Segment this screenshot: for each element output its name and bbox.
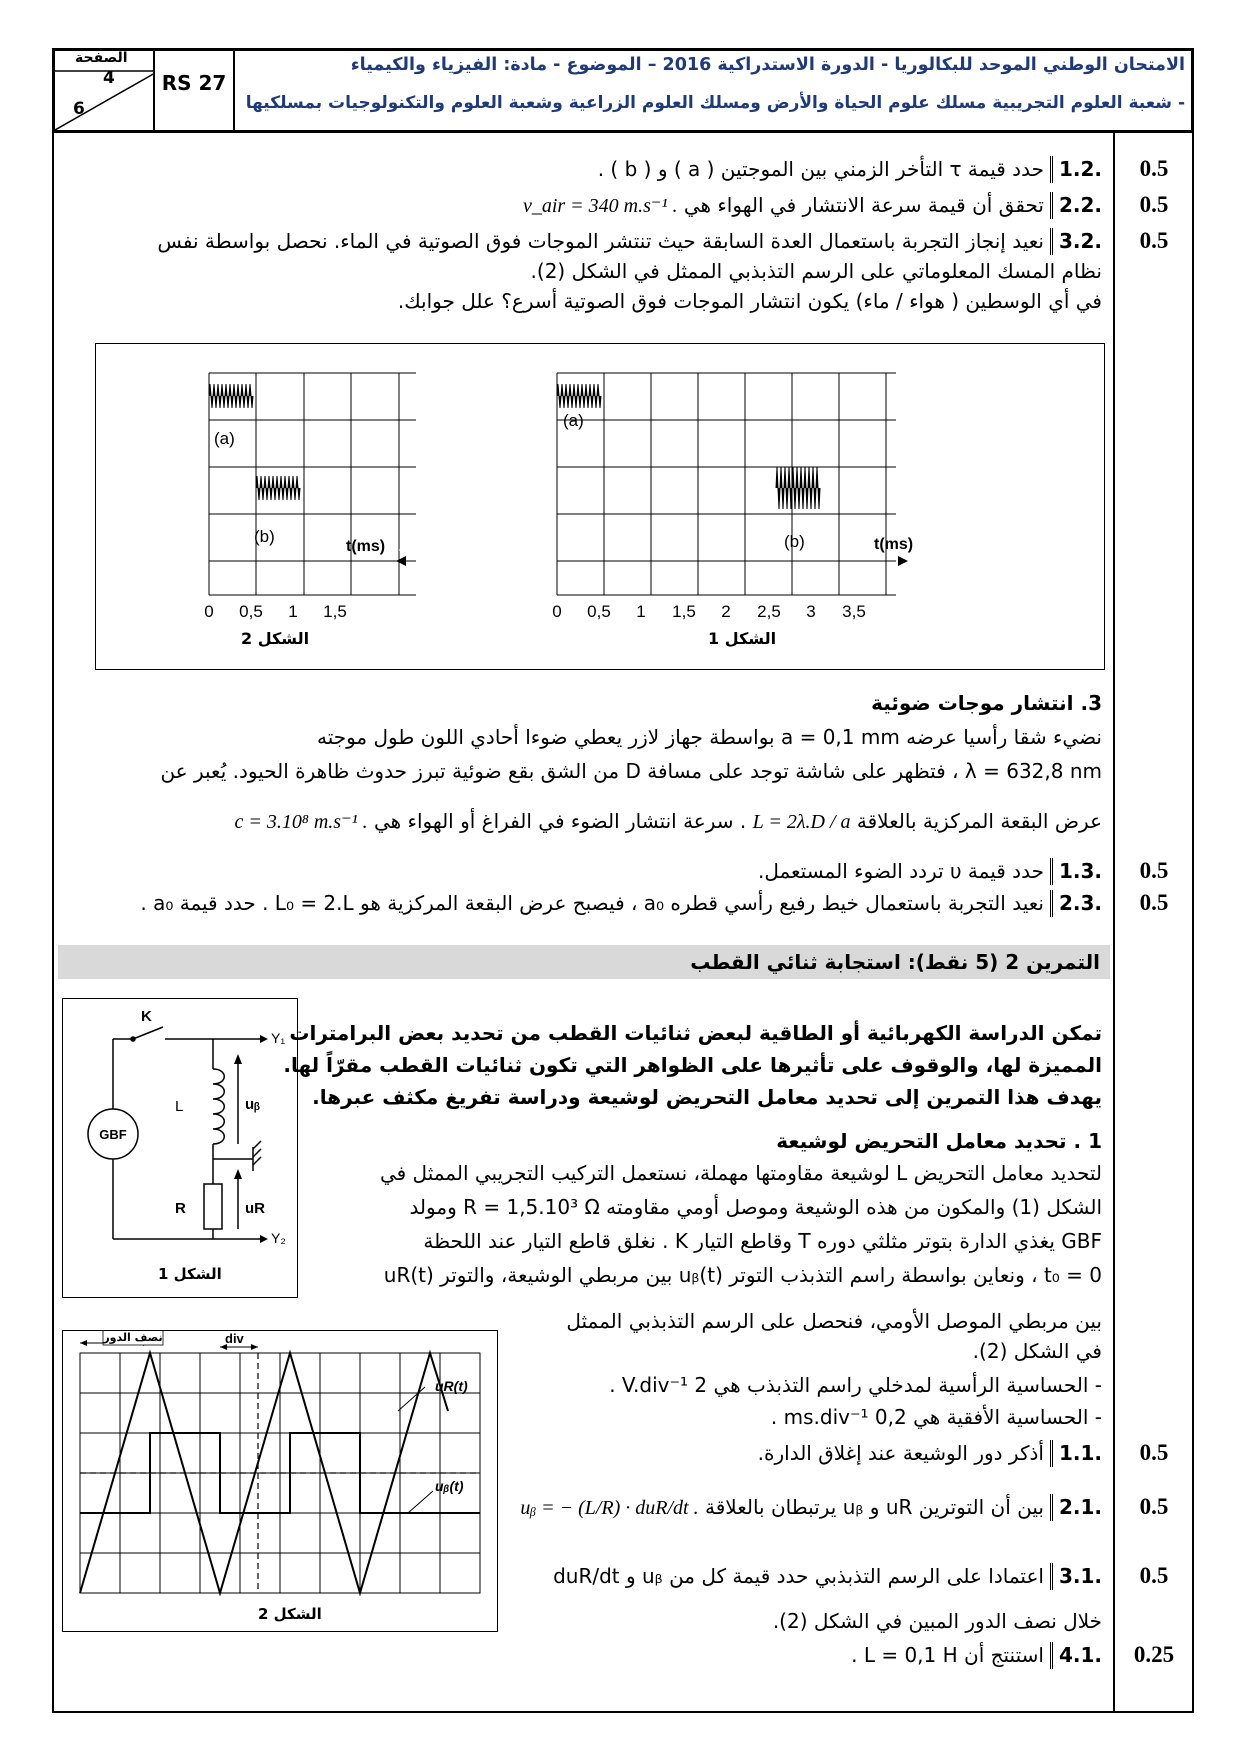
page-number: 4 xyxy=(103,68,115,88)
subsection-1-line1: لتحديد معامل التحريض L لوشيعة مقاومتها مهملة، نستعمل التركيب التجريبي الممثل في xyxy=(379,1161,1102,1185)
y2-arrow xyxy=(260,1235,268,1243)
question-number: .4.1 xyxy=(1050,1642,1102,1669)
question-text: أذكر دور الوشيعة عند إغلاق الدارة. xyxy=(757,1441,1044,1465)
ub-arrow xyxy=(234,1054,242,1064)
question-number: .3.2 xyxy=(1050,228,1102,255)
part-3-paragraph-line1: نضيء شقا رأسيا عرضه a = 0,1 mm بواسطة جهاز لازر يعطي ضوءا أحادي اللون طول موجته xyxy=(316,725,1102,749)
formula-v-air: v_air = 340 m.s⁻¹ . xyxy=(522,195,678,217)
header-title-line2: - شعبة العلوم التجريبية مسلك علوم الحياة والأرض ومسلك العلوم الزراعية وشعبة العلوم والتكنولوجيات بمسلكيها xyxy=(245,93,1185,113)
ub-trace-label: uᵦ(t) xyxy=(435,1478,464,1494)
resistor-label: R xyxy=(175,1200,186,1217)
score-4-1: 0.25 xyxy=(1133,1642,1175,1667)
question-4-1 xyxy=(851,1642,1102,1669)
figure-2-wave-a xyxy=(209,384,253,408)
figure-1-label-b: (b) xyxy=(784,532,805,551)
y2-label: Y₂ xyxy=(271,1230,286,1246)
score-2-2: 0.5 xyxy=(1139,192,1169,217)
half-period-label: نصف الدور xyxy=(103,1331,163,1344)
figure-1-ticks xyxy=(552,602,866,621)
question-text: نعيد إنجاز التجربة باستعمال العدة السابقة حيث تنتشر الموجات فوق الصوتية في الماء. نحصل بواسطة نفس xyxy=(157,229,1044,253)
vertical-sensitivity: - الحساسية الرأسية لمدخلي راسم التذبذب هي 2 V.div⁻¹ . xyxy=(609,1373,1102,1397)
ub-label: uᵦ xyxy=(245,1096,260,1113)
relation-text: عرض البقعة المركزية بالعلاقة xyxy=(856,809,1102,833)
score-1-1: 0.5 xyxy=(1139,1440,1169,1465)
circuit-caption: الشكل 1 xyxy=(158,1265,222,1283)
figure-1-caption: الشكل 1 xyxy=(708,629,777,648)
question-text: حدد قيمة τ التأخر الزمني بين الموجتين ( a ) و ( b ) . xyxy=(597,157,1044,181)
tick-label: 3 xyxy=(806,602,816,621)
page-label: الصفحة xyxy=(75,50,128,66)
question-text: تحقق أن قيمة سرعة الانتشار في الهواء هي xyxy=(683,193,1044,217)
question-text: حدد قيمة υ تردد الضوء المستعمل. xyxy=(757,859,1044,883)
figure-1-wave-a xyxy=(557,384,601,408)
part-3-paragraph-line2: λ = 632,8 nm ، فتظهر على شاشة توجد على مسافة D من الشق بقع ضوئية تبرز حدوث ظاهرة الحيود. يُعبر عن xyxy=(160,759,1102,783)
figure-2-ticks xyxy=(204,602,347,621)
question-2-2 xyxy=(523,192,1102,220)
question-text: اعتمادا على الرسم التذبذبي حدد قيمة كل من uᵦ و duR/dt xyxy=(553,1564,1044,1588)
tick-label: 1 xyxy=(636,602,646,621)
tick-label: 1,5 xyxy=(672,602,696,621)
header-title-line1: الامتحان الوطني الموحد للبكالوريا - الدورة الاستدراكية 2016 – الموضوع - مادة: الفيزياء والكيمياء xyxy=(350,55,1185,75)
question-text: نعيد التجربة باستعمال خيط رفيع رأسي قطره a₀ ، فيصبح عرض البقعة المركزية هو L₀ = 2.L . حدد قيمة a₀ . xyxy=(140,891,1044,915)
part-3-paragraph-line3 xyxy=(235,808,1102,836)
exercise-2-intro-line1: تمكن الدراسة الكهربائية أو الطاقية لبعض ثنائيات القطب من تحديد بعض البرامترات xyxy=(289,1021,1102,1045)
tick-label: 2 xyxy=(721,602,731,621)
ur-label: uR xyxy=(245,1200,265,1217)
tick-label: 0,5 xyxy=(587,602,611,621)
score-3-1: 0.5 xyxy=(1139,1563,1169,1588)
question-3-2-line2: نظام المسك المعلوماتي على الرسم التذبذبي الممثل في الشكل (2). xyxy=(530,259,1102,283)
figure-2-label-a: (a) xyxy=(214,429,235,448)
exam-code: RS 27 xyxy=(161,71,227,95)
subsection-1-title: 1 . تحديد معامل التحريض لوشيعة xyxy=(776,1129,1102,1153)
score-column xyxy=(1113,133,1194,1713)
exercise-2-intro-line2: المميزة لها، والوقوف على تأثيرها على الظواهر التي تكون ثنائيات القطب مقرّاً لها. xyxy=(283,1053,1102,1077)
exam-header xyxy=(52,48,1194,133)
figure-1-grid xyxy=(557,373,896,595)
score-2-1: 0.5 xyxy=(1139,1494,1169,1519)
switch-label: K xyxy=(141,1008,152,1025)
subsection-1-line6: في الشكل (2). xyxy=(972,1339,1102,1363)
figure-2-caption: الشكل 2 xyxy=(241,629,310,648)
ur-trace-label: uR(t) xyxy=(435,1378,468,1394)
tick-label: 0 xyxy=(552,602,562,621)
subsection-1-line4: t₀ = 0 ، ونعاين بواسطة راسم التذبذب التوتر uᵦ(t) بين مربطي الوشيعة، والتوتر uR(t) xyxy=(383,1263,1102,1287)
figure-1-label-a: (a) xyxy=(563,411,584,430)
subsection-1-line2: الشكل (1) والمكون من هذه الوشيعة وموصل أومي مقاومته R = 1,5.10³ Ω ومولد xyxy=(409,1195,1102,1219)
horizontal-sensitivity: - الحساسية الأفقية هي 0,2 ms.div⁻¹ . xyxy=(770,1405,1102,1429)
circuit-figure xyxy=(62,998,298,1298)
div-label: div xyxy=(225,1331,244,1346)
question-text: بين أن التوترين uR و uᵦ يرتبطان بالعلاقة xyxy=(704,1495,1044,1519)
ultrasound-figures xyxy=(96,344,1106,671)
figure-2-axis-label: t(ms) xyxy=(346,538,386,555)
question-number: .3.1 xyxy=(1050,1563,1102,1590)
question-number: .1.1 xyxy=(1050,1440,1102,1467)
ur-arrow xyxy=(234,1169,242,1179)
figure-2-axis-arrow xyxy=(396,556,406,566)
oscilloscope-figure xyxy=(62,1330,498,1632)
formula-L: L = 2λ.D / a xyxy=(752,811,851,833)
speed-text: . سرعة انتشار الضوء في الفراغ أو الهواء هي xyxy=(373,809,747,833)
figure-1-axis-label: t(ms) xyxy=(874,536,914,553)
oscilloscope-diagram xyxy=(63,1331,497,1631)
score-3-2: 0.5 xyxy=(1139,228,1169,253)
exam-code-box xyxy=(155,51,235,130)
ultrasound-figures-box xyxy=(95,343,1105,670)
subsection-1-line5: بين مربطي الموصل الأومي، فنحصل على الرسم التذبذبي الممثل xyxy=(566,1309,1102,1333)
score-2-3: 0.5 xyxy=(1139,890,1169,915)
figure-2-wave-b xyxy=(256,476,300,500)
page-number-box xyxy=(55,51,155,130)
question-number: .1.3 xyxy=(1050,858,1102,885)
score-1-3: 0.5 xyxy=(1139,858,1169,883)
page-total: 6 xyxy=(73,99,85,119)
scope-caption: الشكل 2 xyxy=(258,1605,322,1623)
part-3-title: 3. انتشار موجات ضوئية xyxy=(871,691,1102,715)
figure-1-wave-b xyxy=(776,467,820,509)
tick-label: 0 xyxy=(204,602,214,621)
question-1-2 xyxy=(598,156,1102,183)
coil-label: L xyxy=(175,1098,184,1115)
tick-label: 2,5 xyxy=(757,602,781,621)
question-3-2-line3: في أي الوسطين ( هواء / ماء) يكون انتشار الموجات فوق الصوتية أسرع؟ علل جوابك. xyxy=(397,289,1102,313)
question-3-2-line1 xyxy=(157,228,1102,255)
question-number: .2.1 xyxy=(1050,1494,1102,1521)
formula-ub: uᵦ = − (L/R) · duR/dt . xyxy=(520,1497,699,1519)
question-text: استنتج أن L = 0,1 H . xyxy=(851,1643,1044,1667)
circuit-diagram xyxy=(63,999,297,1297)
question-2-1 xyxy=(520,1494,1102,1522)
tick-label: 1 xyxy=(288,602,298,621)
figure-2-label-b: (b) xyxy=(254,527,275,546)
y1-arrow xyxy=(260,1035,268,1043)
tick-label: 0,5 xyxy=(239,602,263,621)
question-3-1 xyxy=(553,1563,1102,1590)
tick-label: 3,5 xyxy=(842,602,866,621)
formula-c: c = 3.10⁸ m.s⁻¹ . xyxy=(234,811,368,833)
y1-label: Y₁ xyxy=(271,1030,286,1046)
question-1-3 xyxy=(758,858,1102,885)
exercise-2-intro-line3: يهدف هذا التمرين إلى تحديد معامل التحريض لوشيعة ودراسة تفريغ مكثف عبرها. xyxy=(312,1085,1102,1109)
question-number: .2.3 xyxy=(1050,890,1102,917)
gbf-label: GBF xyxy=(99,1127,127,1142)
question-3-1-line2: خلال نصف الدور المبين في الشكل (2). xyxy=(772,1609,1102,1633)
score-1-2: 0.5 xyxy=(1139,156,1169,181)
subsection-1-line3: GBF يغذي الدارة بتوتر مثلثي دوره T وقاطع التيار K . نغلق قاطع التيار عند اللحظة xyxy=(423,1229,1102,1253)
tick-label: 1,5 xyxy=(323,602,347,621)
exercise-2-title: التمرين 2 (5 نقط): استجابة ثنائي القطب xyxy=(58,945,1110,979)
figure-1-axis-arrow xyxy=(898,556,908,566)
question-number: .1.2 xyxy=(1050,156,1102,183)
question-number: .2.2 xyxy=(1050,192,1102,219)
question-1-1 xyxy=(758,1440,1102,1467)
question-2-3 xyxy=(140,890,1102,917)
